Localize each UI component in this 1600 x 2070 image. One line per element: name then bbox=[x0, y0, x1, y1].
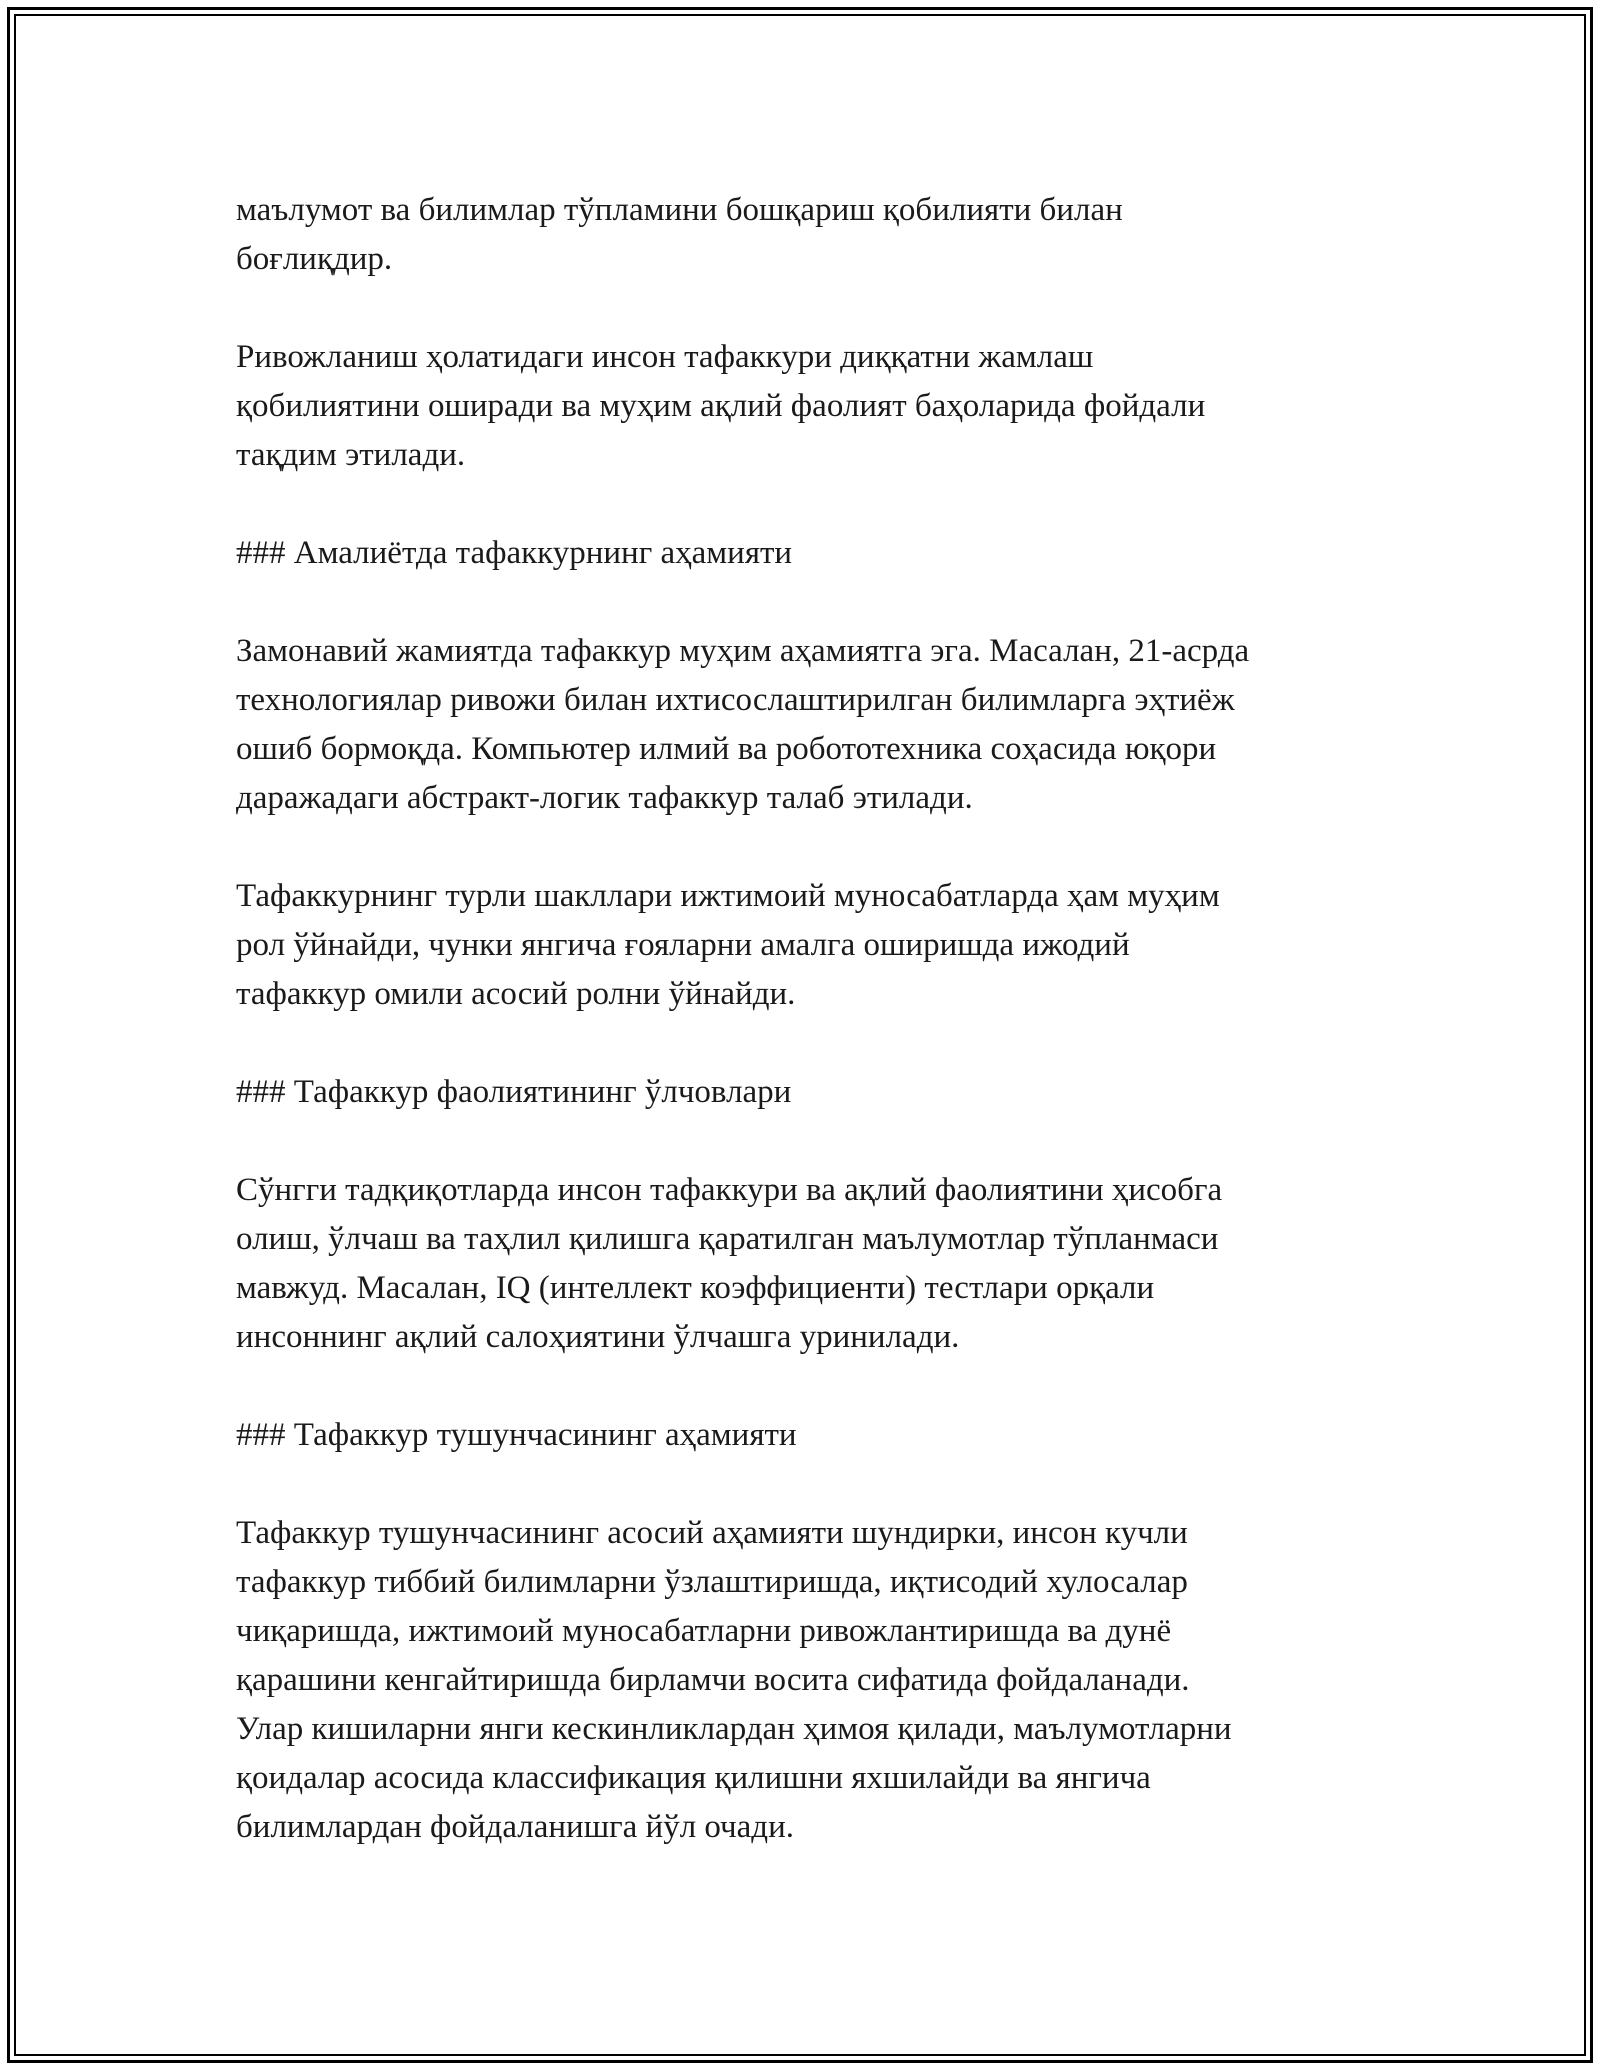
text-line: билимлардан фойдаланишга йўл очади. bbox=[236, 1809, 795, 1845]
heading-text: ### Тафаккур тушунчасининг аҳамияти bbox=[236, 1417, 797, 1453]
paragraph bbox=[236, 186, 1376, 284]
text-line: Ривожланиш ҳолатидаги инсон тафаккури диққатни жамлаш bbox=[236, 339, 1094, 375]
text-line: рол ўйнайди, чунки янгича ғояларни амалга оширишда ижодий bbox=[236, 927, 1130, 963]
text-line: технологиялар ривожи билан ихтисослаштирилган билимларга эҳтиёж bbox=[236, 682, 1235, 718]
section-heading bbox=[236, 1411, 1376, 1460]
text-line: ошиб бормоқда. Компьютер илмий ва робототехника соҳасида юқори bbox=[236, 731, 1217, 767]
text-line: олиш, ўлчаш ва таҳлил қилишга қаратилган маълумотлар тўпланмаси bbox=[236, 1221, 1219, 1257]
text-line: чиқаришда, ижтимоий муносабатларни ривожлантиришда ва дунё bbox=[236, 1613, 1172, 1649]
paragraph bbox=[236, 333, 1376, 480]
paragraph bbox=[236, 1509, 1376, 1852]
text-line: қарашини кенгайтиришда бирламчи восита сифатида фойдаланади. bbox=[236, 1662, 1190, 1698]
document-body bbox=[236, 186, 1376, 1901]
text-line: маълумот ва билимлар тўпламини бошқариш қобилияти билан bbox=[236, 192, 1123, 228]
section-heading bbox=[236, 1068, 1376, 1117]
paragraph bbox=[236, 627, 1376, 823]
heading-text: ### Амалиётда тафаккурнинг аҳамияти bbox=[236, 535, 793, 571]
text-line: Замонавий жамиятда тафаккур муҳим аҳамиятга эга. Масалан, 21-асрда bbox=[236, 633, 1250, 669]
text-line: боғлиқдир. bbox=[236, 241, 393, 277]
text-line: Улар кишиларни янги кескинликлардан ҳимоя қилади, маълумотларни bbox=[236, 1711, 1232, 1747]
text-line: тафаккур тиббий билимларни ўзлаштиришда, иқтисодий хулосалар bbox=[236, 1564, 1188, 1600]
text-line: тақдим этилади. bbox=[236, 437, 466, 473]
text-line: қоидалар асосида классификация қилишни яхшилайди ва янгича bbox=[236, 1760, 1151, 1796]
heading-text: ### Тафаккур фаолиятининг ўлчовлари bbox=[236, 1074, 792, 1110]
text-line: Тафаккур тушунчасининг асосий аҳамияти шундирки, инсон кучли bbox=[236, 1515, 1188, 1551]
text-line: Сўнгги тадқиқотларда инсон тафаккури ва ақлий фаолиятини ҳисобга bbox=[236, 1172, 1223, 1208]
text-line: Тафаккурнинг турли шакллари ижтимоий муносабатларда ҳам муҳим bbox=[236, 878, 1220, 914]
text-line: қобилиятини оширади ва муҳим ақлий фаолият баҳоларида фойдали bbox=[236, 388, 1206, 424]
text-line: инсоннинг ақлий салоҳиятини ўлчашга уринилади. bbox=[236, 1319, 960, 1355]
paragraph bbox=[236, 872, 1376, 1019]
section-heading bbox=[236, 529, 1376, 578]
paragraph bbox=[236, 1166, 1376, 1362]
text-line: тафаккур омили асосий ролни ўйнайди. bbox=[236, 976, 796, 1012]
text-line: даражадаги абстракт-логик тафаккур талаб этилади. bbox=[236, 780, 973, 816]
text-line: мавжуд. Масалан, IQ (интеллект коэффициенти) тестлари орқали bbox=[236, 1270, 1155, 1306]
